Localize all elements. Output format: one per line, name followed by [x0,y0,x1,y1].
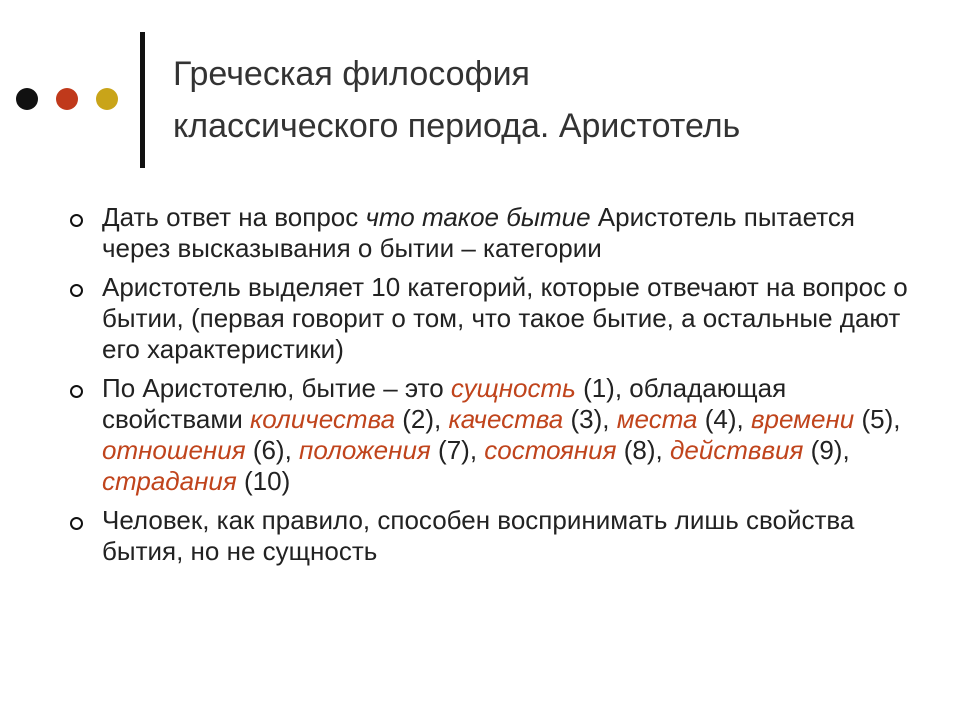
emphasis-text: что такое бытие [365,202,591,232]
category-term: страдания [102,466,237,496]
text-run: (3), [563,404,617,434]
category-term: положения [299,435,431,465]
red-dot-icon [56,88,78,110]
bullet-circle-icon [70,385,83,398]
text-run: Человек, как правило, способен воспринимать лишь свойства бытия, но не сущность [102,505,855,566]
slide-title [173,48,943,152]
category-term: отношения [102,435,246,465]
decorative-dots [16,88,126,112]
text-run: Аристотель пытается через высказывания о бытии – категории [102,202,855,263]
bullet-text [102,202,924,264]
bullet-item [64,272,924,365]
bullet-text [102,272,924,365]
bullet-circle-icon [70,517,83,530]
black-dot-icon [16,88,38,110]
slide-title-line-2: классического периода. Аристотель [173,107,741,145]
bullet-text [102,505,924,567]
category-term: количества [250,404,396,434]
category-term: сущность [450,373,576,403]
category-term: места [616,404,698,434]
bullet-item [64,373,924,497]
title-divider [140,32,145,168]
text-run: (7), [430,435,485,465]
gold-dot-icon [96,88,118,110]
category-term: состояния [484,435,617,465]
bullet-circle-icon [70,214,83,227]
text-run: (8), [616,435,670,465]
text-run: (4), [697,404,751,434]
slide-title-line-1: Греческая философия [173,55,530,93]
text-run: (2), [395,404,449,434]
text-run: (10) [236,466,291,496]
bullet-item [64,202,924,264]
text-run: Аристотель выделяет 10 категорий, которые отвечают на вопрос о бытии, (первая говорит о том, что такое бытие, а остальные дают его характеристики) [102,272,908,364]
bullet-item [64,505,924,567]
bullet-list [64,202,924,575]
category-term: действвия [669,435,804,465]
text-run: (1), обладающая свойствами [102,373,787,434]
category-term: качества [448,404,564,434]
text-run: По Аристотелю, бытие – это [102,373,451,403]
text-run: (5), [854,404,901,434]
bullet-text [102,373,924,497]
text-run: (9), [803,435,850,465]
category-term: времени [750,404,855,434]
text-run: (6), [245,435,300,465]
bullet-circle-icon [70,284,83,297]
text-run: Дать ответ на вопрос [102,202,366,232]
